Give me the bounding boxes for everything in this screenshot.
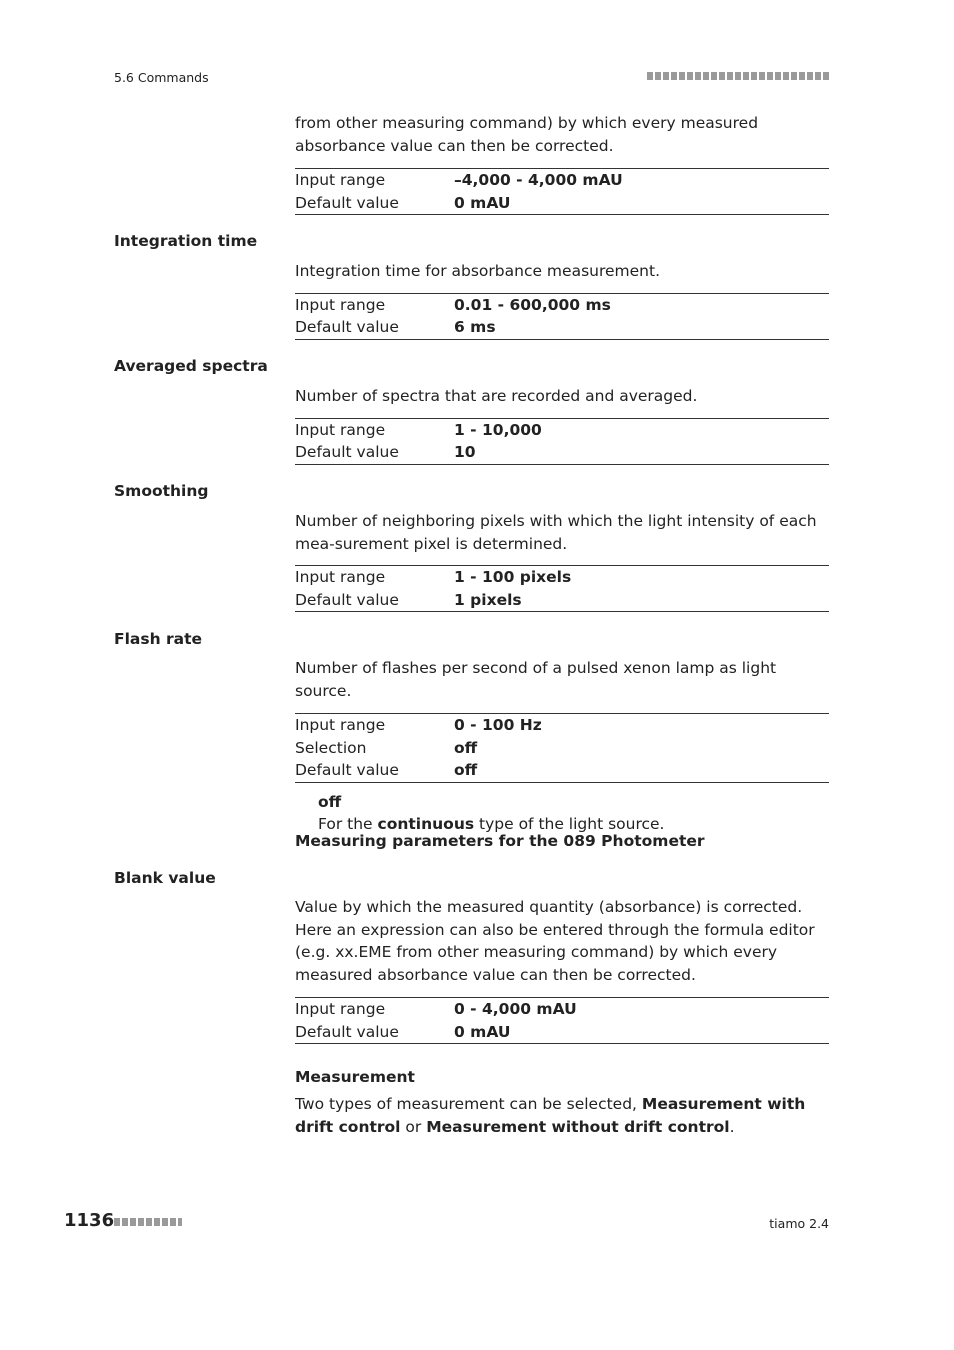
param-label: Input range [295,171,386,189]
param-label: Default value [295,193,399,212]
table-row [295,192,829,215]
param-value: off [454,738,478,757]
param-label: Input range [295,295,386,314]
table-row [295,316,829,339]
param-value: –4,000 - 4,000 mAU [454,171,623,189]
measurement-block [295,1066,829,1138]
param-label: Default value [295,443,399,461]
param-label: Input range [295,568,386,586]
table-row [295,293,829,316]
param-label: Input range [295,1000,386,1018]
smoothing-block [295,510,829,612]
measurement-text [295,1093,829,1138]
blank-value-param-table [295,997,829,1044]
measurement-text-part: or [400,1117,427,1136]
param-value: 6 ms [454,318,496,336]
averaged-spectra-text: Number of spectra that are recorded and averaged. [295,387,698,405]
param-label: Default value [295,318,399,336]
param-value: 0 mAU [454,193,511,212]
intro-param-table [295,168,829,215]
option-desc-text: type of the light source. [474,815,665,833]
flash-rate-param-table [295,713,829,783]
section-title-flash-rate: Flash rate [114,630,203,648]
param-value: off [454,761,478,779]
table-row [295,566,829,589]
table-row [295,759,829,782]
intro-block [295,112,829,215]
running-header-section: 5.6 Commands [114,70,209,85]
param-label: Selection [295,738,367,757]
param-value: 0 mAU [454,1022,511,1041]
smoothing-text: Number of neighboring pixels with which the light intensity of each mea-surement pixel is determined. [295,512,817,553]
option-desc-text: For the [318,815,378,833]
option-desc-bold: continuous [377,815,475,833]
flash-rate-text: Number of flashes per second of a pulsed xenon lamp as light source. [295,659,777,700]
param-value: 0 - 100 Hz [454,716,542,734]
param-value: 10 [454,443,476,461]
flash-rate-block [295,657,829,836]
param-value: 1 pixels [454,590,522,609]
section-title-averaged-spectra: Averaged spectra [114,357,268,375]
table-row [295,1021,829,1044]
photometer-heading: Measuring parameters for the 089 Photometer [295,832,705,850]
section-title-integration-time: Integration time [114,232,258,250]
param-label: Default value [295,761,399,779]
integration-time-block [295,260,829,340]
footer-decoration-dots [114,1218,182,1226]
blank-value-block [295,896,829,1044]
section-title-smoothing: Smoothing [114,482,209,500]
param-label: Default value [295,590,399,609]
measurement-option-without-drift: Measurement without drift control [426,1117,730,1136]
param-value: 1 - 10,000 [454,420,542,439]
footer-product: tiamo 2.4 [769,1216,829,1231]
param-label: Input range [295,716,386,734]
table-row [295,998,829,1021]
param-label: Default value [295,1022,399,1041]
averaged-spectra-block [295,385,829,465]
blank-value-text: Value by which the measured quantity (absorbance) is corrected. Here an expression can also be entered through the formula editor (e.g. xx.EME from other measuring command) by which every measured absorbance value can then be corrected. [295,898,815,984]
measurement-heading: Measurement [295,1068,415,1086]
averaged-spectra-param-table [295,418,829,465]
header-decoration-dots [647,72,829,80]
table-row [295,737,829,760]
section-title-blank-value: Blank value [114,869,216,887]
table-row [295,589,829,612]
table-row [295,714,829,737]
table-row [295,169,829,192]
option-name: off [318,792,342,811]
param-value: 0 - 4,000 mAU [454,1000,577,1018]
measurement-text-part: . [729,1117,735,1136]
measurement-option-with-drift: Measurement with drift control [295,1095,806,1136]
integration-time-param-table [295,293,829,340]
intro-text: from other measuring command) by which every measured absorbance value can then be corrected. [295,114,759,155]
measurement-text-part: Two types of measurement can be selected, [295,1095,642,1113]
table-row [295,418,829,441]
param-label: Input range [295,420,386,439]
param-value: 0.01 - 600,000 ms [454,295,611,314]
table-row [295,441,829,464]
smoothing-param-table [295,565,829,612]
integration-time-text: Integration time for absorbance measurement. [295,262,660,280]
page-number: 1136 [64,1210,115,1231]
flash-rate-option [318,791,829,836]
param-value: 1 - 100 pixels [454,568,572,586]
